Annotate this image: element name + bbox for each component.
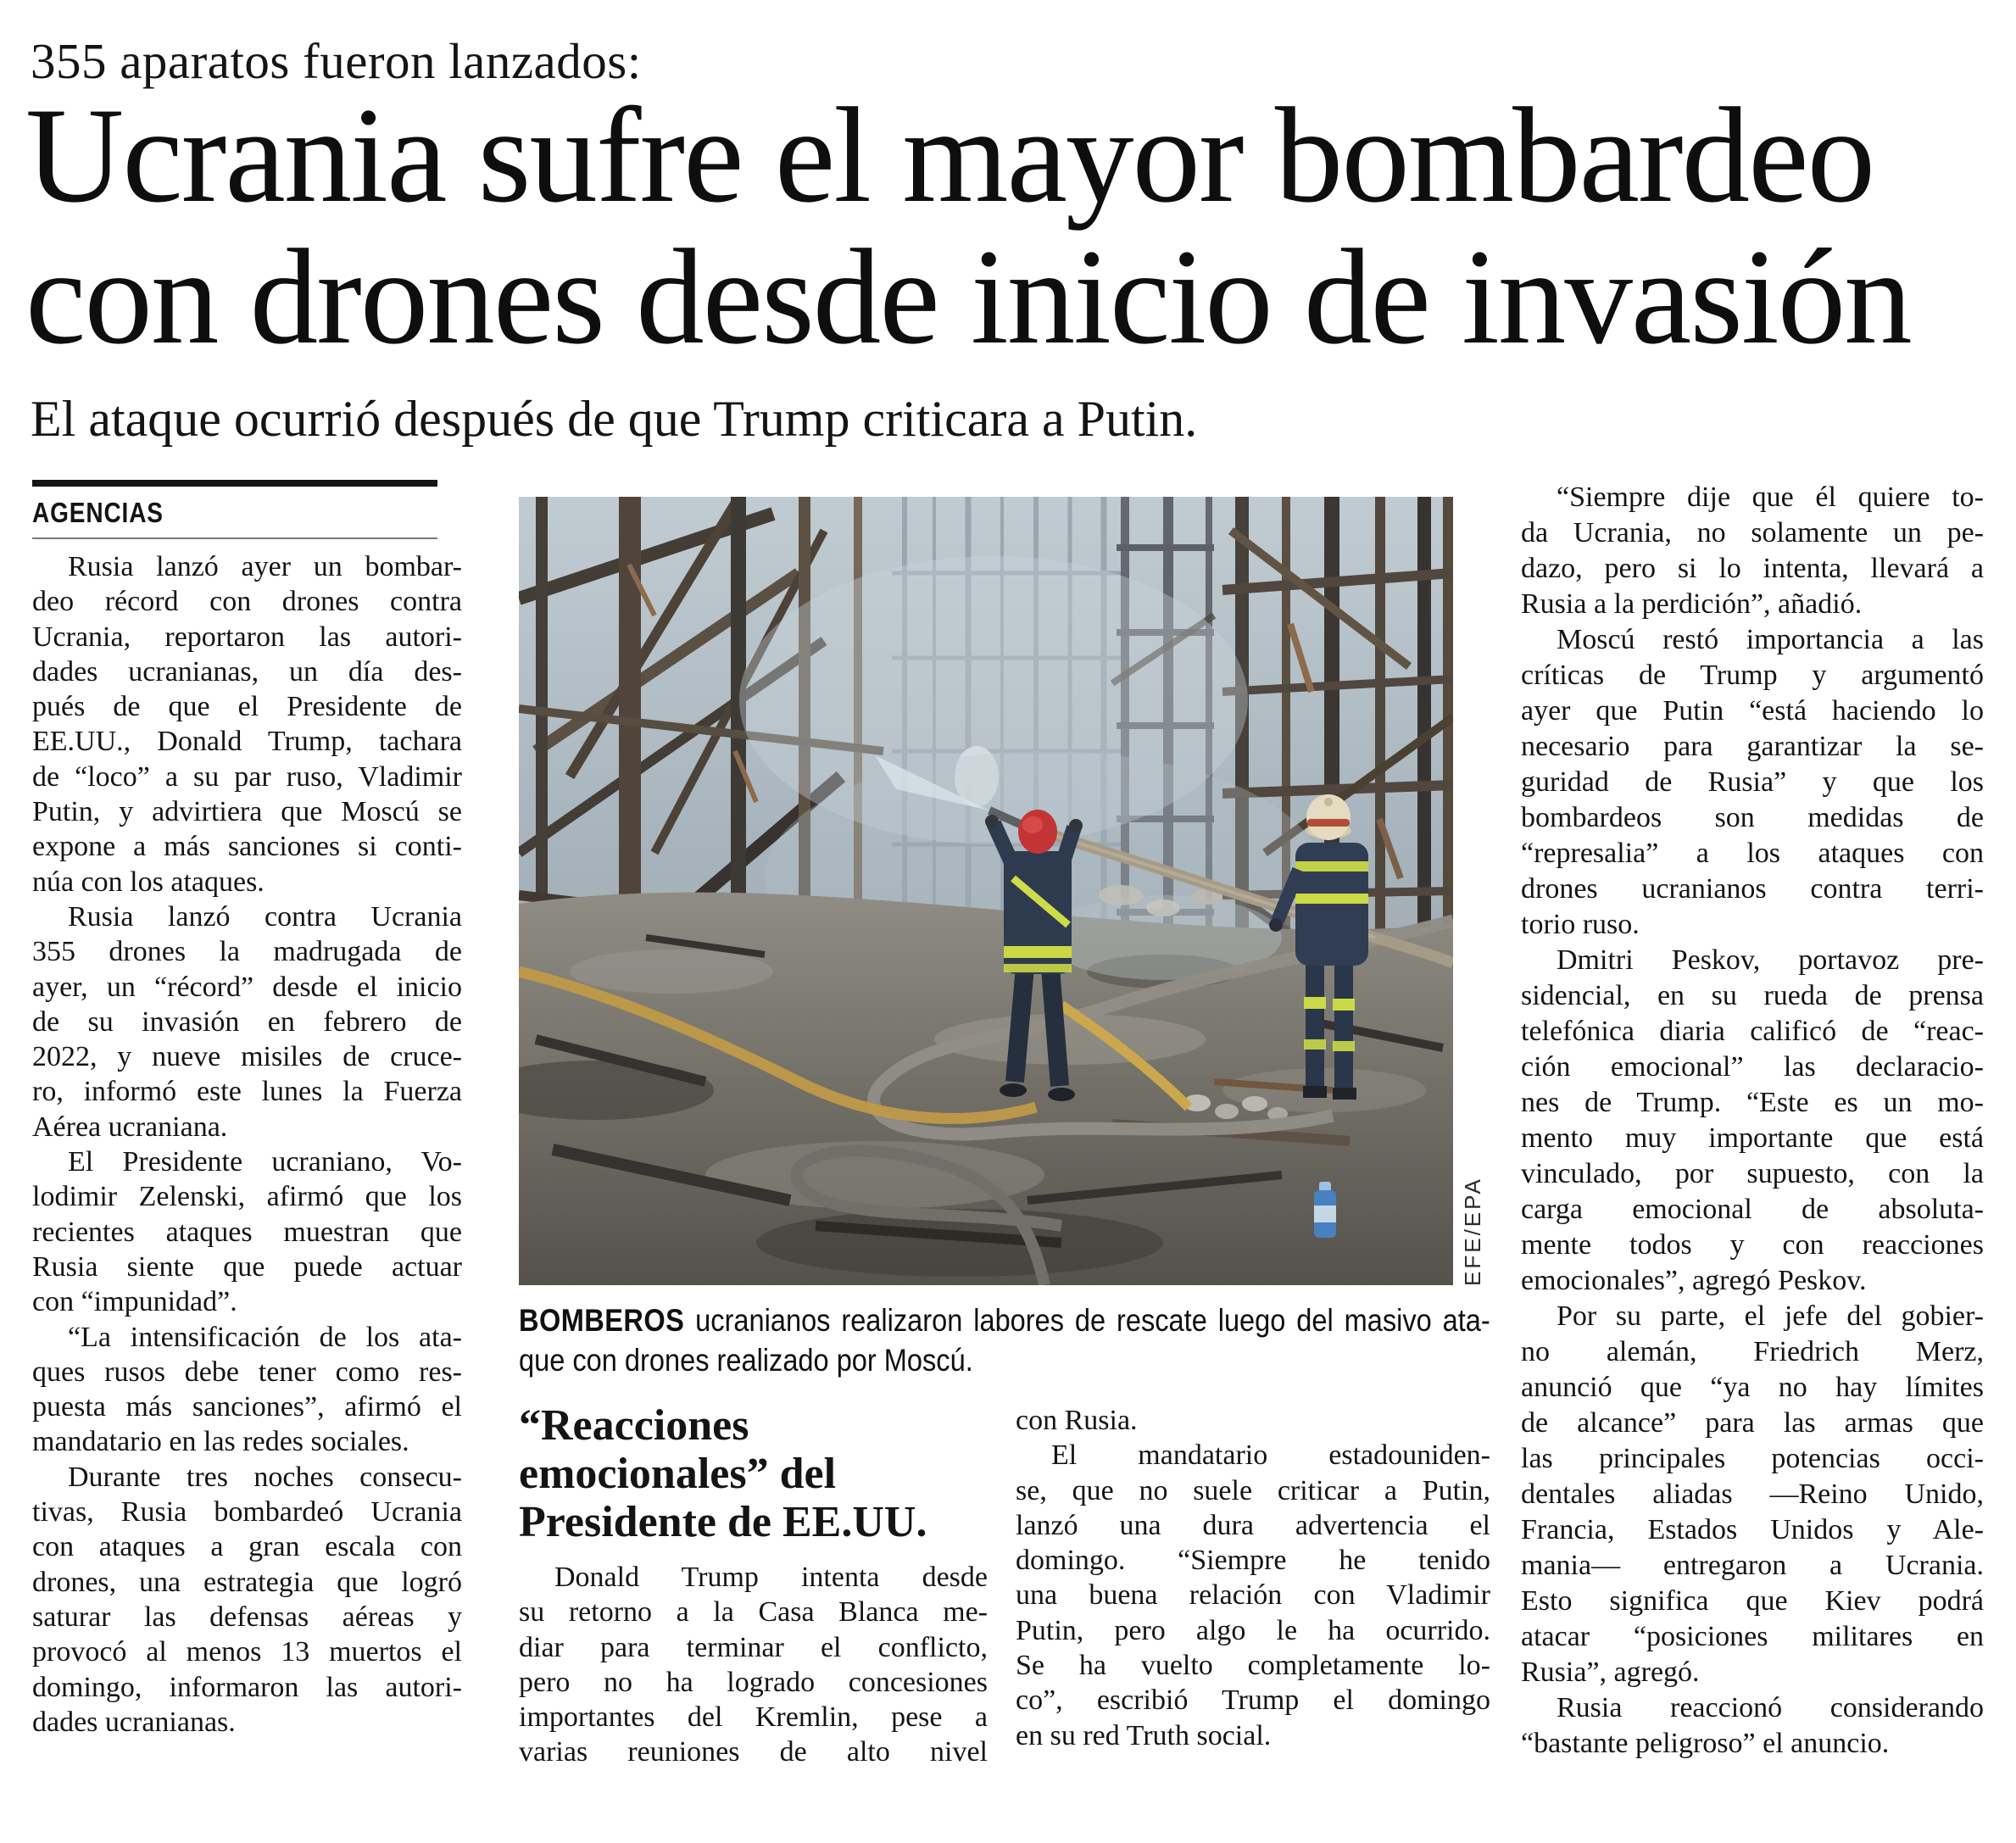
photo-credit: EFE/EPA [1460, 1177, 1485, 1286]
body-line: torio ruso. [1521, 909, 1640, 940]
body-line: recientes ataques muestran que [32, 1216, 462, 1248]
body-line: Esto significa que Kiev podrá [1521, 1585, 1984, 1617]
burned-warehouse-illustration [519, 497, 1453, 1285]
body-line: varias reuniones de alto nivel [519, 1736, 988, 1768]
body-line: con Rusia. [1016, 1405, 1138, 1436]
body-line: una buena relación con Vladimir [1016, 1579, 1490, 1612]
byline-label: AGENCIAS [32, 497, 164, 528]
body-line: “bastante peligroso” el anuncio. [1521, 1728, 1890, 1759]
headline-line: con drones desde inicio de invasión [25, 221, 1911, 372]
body-line: El Presidente ucraniano, Vo- [68, 1146, 462, 1178]
body-line: dades ucranianas. [32, 1706, 236, 1738]
body-line: las principales potencias occi- [1521, 1443, 1984, 1474]
body-line: “La intensificación de los ata- [68, 1321, 462, 1353]
body-line: 355 drones la madrugada de [32, 936, 462, 968]
body-line: Rusia lanzó contra Ucrania [68, 900, 462, 933]
body-line: ayer que Putin “está haciendo lo [1521, 695, 1984, 727]
subhead-line: “Reacciones [519, 1401, 749, 1450]
body-line: Dmitri Peskov, portavoz pre- [1557, 944, 1984, 976]
body-line: da Ucrania, no solamente un pe- [1521, 517, 1984, 548]
body-line: pués de que el Presidente de [32, 691, 462, 723]
body-line: expone a más sanciones si conti- [32, 831, 462, 863]
body-line: no alemán, Friedrich Merz, [1521, 1336, 1984, 1367]
subhead-line: emocionales” del [519, 1450, 837, 1498]
column-left [32, 549, 462, 1740]
photo-caption [519, 1300, 1490, 1380]
column-mid-right [1016, 1403, 1490, 1753]
body-line: El mandatario estadouniden- [1051, 1439, 1490, 1472]
body-line: Ucrania, reportaron las autori- [32, 621, 462, 653]
body-line: EE.UU., Donald Trump, tachara [32, 726, 462, 758]
body-line: emocionales”, agregó Peskov. [1521, 1265, 1867, 1296]
subhead-line: Presidente de EE.UU. [519, 1498, 927, 1546]
body-line: Moscú restó importancia a las [1557, 624, 1984, 655]
body-line: mento muy importante que está [1521, 1122, 1984, 1154]
body-line: de su invasión en febrero de [32, 1005, 462, 1038]
body-line: dades ucranianas, un día des- [32, 655, 462, 688]
article-photo [519, 497, 1453, 1285]
body-line: núa con los ataques. [32, 866, 265, 898]
body-line: críticas de Trump y argumentó [1521, 660, 1984, 691]
body-line: dentales aliadas —Reino Unido, [1521, 1478, 1984, 1510]
body-line: provocó al menos 13 muertos el [32, 1636, 462, 1668]
body-line: con “impunidad”. [32, 1286, 237, 1318]
body-line: “represalia” a los ataques con [1521, 838, 1984, 869]
body-line: Putin, y advirtiera que Moscú se [32, 796, 462, 828]
body-line: ro, informó este lunes la Fuerza [32, 1076, 462, 1108]
body-line: Rusia”, agregó. [1521, 1656, 1700, 1688]
column-mid-left [519, 1560, 988, 1770]
body-line: en su red Truth social. [1016, 1719, 1272, 1751]
body-line: se, que no suele criticar a Putin, [1016, 1474, 1490, 1506]
body-line: tivas, Rusia bombardeó Ucrania [32, 1496, 462, 1528]
body-line: telefónica diaria calificó de “reac- [1521, 1016, 1984, 1047]
body-line: saturar las defensas aéreas y [32, 1601, 462, 1633]
body-line: guridad de Rusia” y que los [1521, 766, 1984, 798]
body-line: ción emocional” las declaracio- [1521, 1051, 1984, 1083]
body-line: atacar “posiciones militares en [1521, 1621, 1984, 1652]
headline [25, 80, 1911, 372]
body-line: nes de Trump. “Este es un mo- [1521, 1087, 1984, 1118]
body-line: lodimir Zelenski, afirmó que los [32, 1181, 462, 1213]
body-line: 2022, y nueve misiles de cruce- [32, 1041, 462, 1073]
body-line: pero no ha logrado concesiones [519, 1666, 988, 1698]
body-line: domingo. “Siempre he tenido [1016, 1545, 1490, 1577]
caption-line-2: que con drones realizado por Moscú. [519, 1343, 973, 1378]
body-line: diar para terminar el conflicto, [519, 1631, 988, 1663]
body-line: vinculado, por supuesto, con la [1521, 1158, 1984, 1189]
haze-overlay [519, 497, 1453, 1285]
section-subhead [519, 1401, 994, 1546]
caption-lead: BOMBEROS [519, 1303, 685, 1338]
headline-line: Ucrania sufre el mayor bombardeo [25, 80, 1874, 231]
body-line: Rusia lanzó ayer un bombar- [68, 551, 462, 582]
body-line: Rusia siente que puede actuar [32, 1250, 462, 1283]
body-line: mente todos y con reacciones [1521, 1229, 1984, 1261]
body-line: deo récord con drones contra [32, 586, 462, 618]
body-line: ayer, un “récord” desde el inicio [32, 971, 462, 1003]
body-line: su retorno a la Casa Blanca me- [519, 1596, 988, 1629]
caption-text: ucranianos realizaron labores de rescate luego del masivo ata- [684, 1303, 1490, 1338]
byline-block [32, 480, 437, 539]
body-line: anunció que “ya no hay límites [1521, 1372, 1984, 1403]
body-line: Donald Trump intenta desde [554, 1562, 988, 1593]
body-line: Francia, Estados Unidos y Ale- [1521, 1514, 1984, 1545]
body-line: Rusia reaccionó considerando [1557, 1692, 1984, 1723]
body-line: con ataques a gran escala con [32, 1531, 462, 1563]
body-line: Se ha vuelto completamente lo- [1016, 1650, 1490, 1682]
deck: El ataque ocurrió después de que Trump criticara a Putin. [31, 391, 1198, 447]
body-line: Aérea ucraniana. [32, 1111, 228, 1143]
body-line: ques rusos debe tener como res- [32, 1356, 462, 1388]
body-line: carga emocional de absoluta- [1521, 1194, 1984, 1225]
body-line: co”, escribió Trump el domingo [1016, 1684, 1490, 1717]
body-line: Putin, pero algo le ha ocurrido. [1016, 1614, 1490, 1646]
body-line: “Siempre dije que él quiere to- [1557, 482, 1984, 513]
body-line: domingo, informaron las autori- [32, 1671, 462, 1703]
body-line: drones ucranianos contra terri- [1521, 873, 1984, 905]
body-line: lanzó una dura advertencia el [1016, 1509, 1490, 1541]
body-line: mania— entregaron a Ucrania. [1521, 1550, 1984, 1581]
body-line: dazo, pero si lo intenta, llevará a [1521, 553, 1984, 584]
body-line: puesta más sanciones”, afirmó el [32, 1391, 462, 1423]
kicker: 355 aparatos fueron lanzados: [31, 33, 642, 89]
body-line: de alcance” para las armas que [1521, 1407, 1984, 1439]
body-line: Rusia a la perdición”, añadió. [1521, 588, 1863, 620]
byline-rule [32, 537, 437, 539]
body-line: necesario para garantizar la se- [1521, 731, 1984, 762]
body-line: importantes del Kremlin, pese a [519, 1701, 988, 1734]
body-line: drones, una estrategia que logró [32, 1566, 462, 1598]
caption-line-1 [519, 1300, 1490, 1340]
body-line: sidencial, en su rueda de prensa [1521, 980, 1984, 1011]
body-line: Durante tres noches consecu- [68, 1461, 462, 1493]
body-line: mandatario en las redes sociales. [32, 1426, 409, 1458]
body-line: de “loco” a su par ruso, Vladimir [32, 760, 462, 793]
body-line: Por su parte, el jefe del gobier- [1557, 1300, 1984, 1332]
body-line: bombardeos son medidas de [1521, 802, 1984, 833]
column-right [1521, 480, 1984, 1762]
